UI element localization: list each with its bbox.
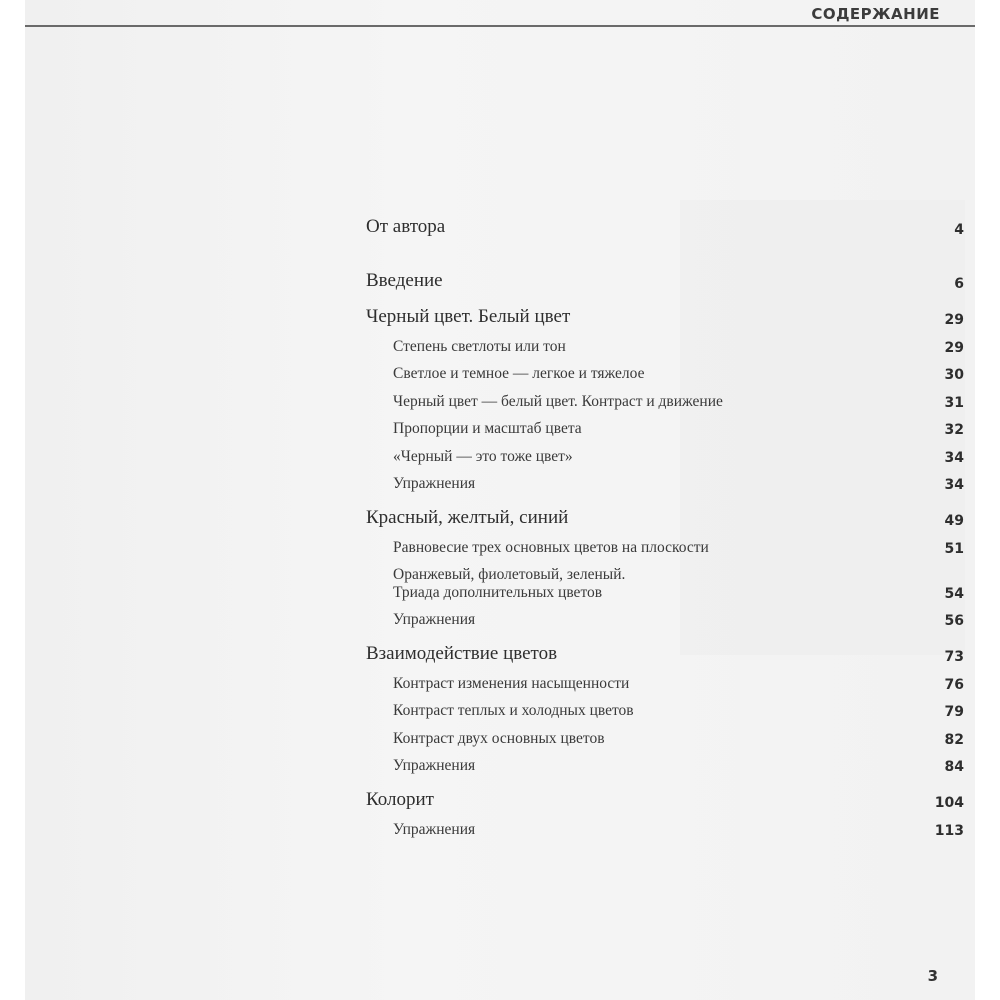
toc-title: Взаимодействие цветов — [366, 643, 558, 664]
toc-page-number: 84 — [944, 759, 964, 775]
toc-title: Светлое и темное — легкое и тяжелое — [393, 365, 645, 382]
toc-title — [366, 566, 625, 602]
toc-chapter[interactable] — [366, 300, 964, 328]
toc-page-number: 29 — [944, 339, 964, 356]
toc-section[interactable] — [366, 693, 964, 721]
book-page — [25, 0, 975, 1000]
toc-title: Упражнения — [393, 757, 476, 774]
page-number: 3 — [927, 967, 938, 985]
toc-chapter[interactable] — [366, 210, 964, 238]
toc-section[interactable] — [366, 328, 964, 356]
toc-page-number: 73 — [944, 649, 964, 665]
toc-chapter[interactable] — [366, 264, 964, 292]
toc-page-number: 34 — [944, 477, 964, 493]
toc-section[interactable] — [366, 811, 964, 839]
header-rule — [25, 25, 975, 27]
toc-page-number: 34 — [944, 449, 964, 466]
toc-title: Введение — [366, 270, 443, 291]
toc-page-number: 30 — [944, 367, 964, 383]
toc-page-number: 29 — [944, 312, 964, 328]
toc-chapter[interactable] — [366, 501, 964, 529]
toc-section[interactable] — [366, 720, 964, 748]
toc-section[interactable] — [366, 438, 964, 466]
toc-title: Равновесие трех основных цветов на плоскости — [393, 538, 709, 556]
toc-title: Черный цвет. Белый цвет — [366, 306, 571, 327]
toc-title: Колорит — [366, 789, 434, 810]
toc-title-line: Триада дополнительных цветов — [393, 583, 603, 601]
toc-title: Пропорции и масштаб цвета — [393, 420, 582, 437]
toc-section[interactable] — [366, 748, 964, 776]
toc-title-line: Оранжевый, фиолетовый, зеленый. — [393, 565, 626, 583]
toc-title: «Черный — это тоже цвет» — [393, 447, 573, 465]
toc-page-number: 76 — [944, 676, 964, 693]
toc-section[interactable] — [366, 411, 964, 439]
toc-page-number: 79 — [944, 704, 964, 720]
toc-section[interactable] — [366, 557, 964, 602]
toc-title: От автора — [366, 216, 446, 237]
toc-section[interactable] — [366, 466, 964, 494]
toc-section[interactable] — [366, 356, 964, 384]
toc-title: Степень светлоты или тон — [393, 337, 566, 355]
toc-page-number: 31 — [944, 394, 964, 411]
toc-page-number: 6 — [954, 276, 964, 292]
toc-chapter[interactable] — [366, 637, 964, 665]
toc-section[interactable] — [366, 602, 964, 630]
toc-page-number: 56 — [944, 613, 964, 629]
toc-title: Упражнения — [393, 611, 476, 628]
toc-title: Упражнения — [393, 475, 476, 492]
toc-page-number: 113 — [934, 822, 964, 839]
toc-section[interactable] — [366, 665, 964, 693]
toc-page-number: 54 — [944, 585, 964, 602]
toc-section[interactable] — [366, 383, 964, 411]
toc-title: Контраст теплых и холодных цветов — [393, 702, 634, 719]
toc-page-number: 4 — [954, 222, 964, 238]
toc-chapter[interactable] — [366, 783, 964, 811]
toc-title: Упражнения — [393, 820, 476, 838]
toc-title: Красный, желтый, синий — [366, 507, 569, 528]
toc-title: Контраст двух основных цветов — [393, 729, 605, 747]
toc-title: Черный цвет — белый цвет. Контраст и движение — [393, 392, 723, 410]
toc-section[interactable] — [366, 529, 964, 557]
toc-page-number: 32 — [944, 422, 964, 438]
toc-title: Контраст изменения насыщенности — [393, 674, 630, 692]
toc-page-number: 49 — [944, 513, 964, 529]
running-head: СОДЕРЖАНИЕ — [811, 5, 940, 23]
toc-page-number: 51 — [944, 540, 964, 557]
table-of-contents — [366, 210, 964, 839]
toc-page-number: 82 — [944, 731, 964, 748]
toc-page-number: 104 — [934, 795, 964, 811]
